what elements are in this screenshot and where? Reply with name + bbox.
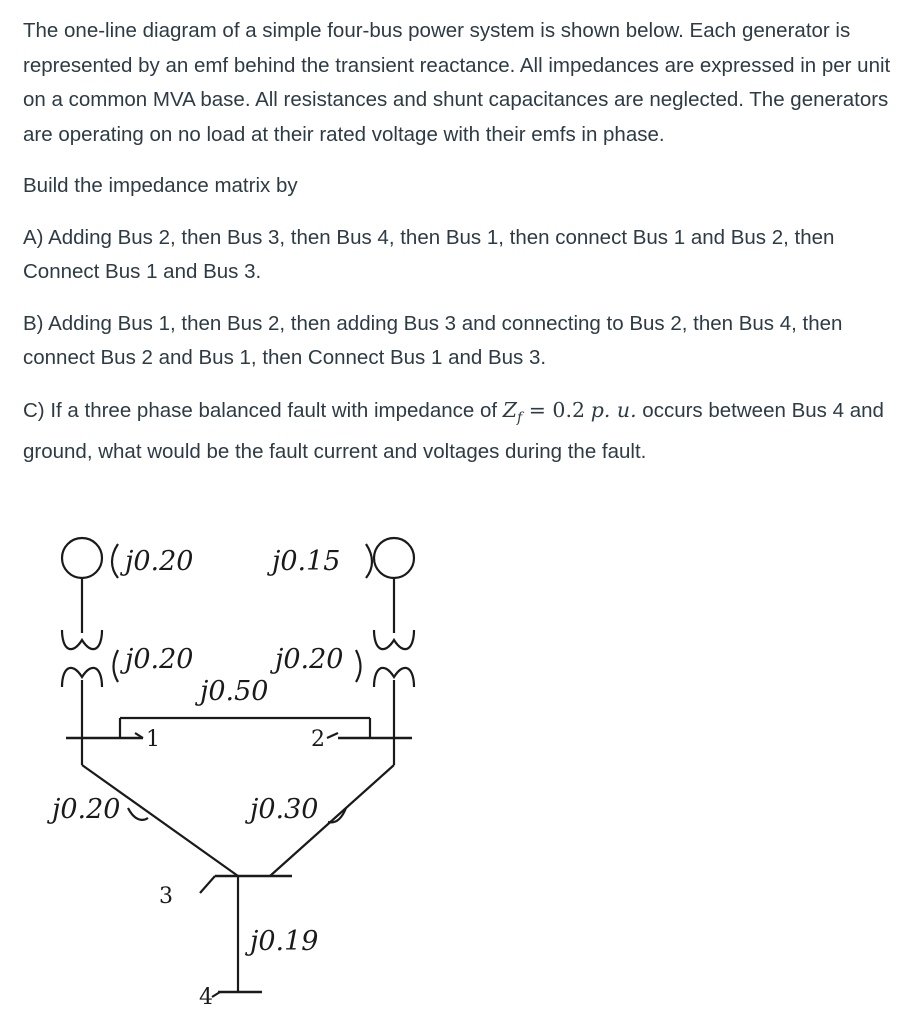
bus-2-label-tick	[327, 733, 338, 738]
line-3-4-reactance-label: j0.19	[250, 926, 319, 957]
line-2-3-reactance-label: j0.30	[250, 794, 319, 825]
bus-4-number: 4	[199, 985, 213, 1010]
fault-impedance-subscript: f	[517, 409, 523, 426]
xfmr2-reactance-label: j0.20	[275, 644, 344, 675]
instruction-paragraph: Build the impedance matrix by	[23, 174, 298, 197]
xfmr2-label-bracket	[356, 650, 361, 682]
line-1-3-reactance-label: j0.20	[52, 794, 121, 825]
part-b-paragraph: B) Adding Bus 1, then Bus 2, then adding Bus 3 and connecting to Bus 2, then Bus 4, then connect Bus 2 and Bus 1, then Connect Bus 1 and Bus 3.	[23, 311, 843, 369]
fault-impedance-unit: p. u.	[590, 397, 637, 422]
fault-impedance-symbol: Z	[502, 397, 518, 422]
bus-1-number: 1	[146, 727, 160, 752]
part-a-paragraph: A) Adding Bus 2, then Bus 3, then Bus 4, then Bus 1, then connect Bus 1 and Bus 2, then Connect Bus 1 and Bus 3.	[23, 225, 835, 283]
gen2-label-bracket	[366, 544, 372, 578]
gen1-reactance-label: j0.20	[125, 546, 194, 577]
generator-1-symbol	[62, 538, 102, 578]
intro-paragraph: The one-line diagram of a simple four-bus power system is shown below. Each generator is represented by an emf behind the transient reactance. All impedances are expressed in per unit on a common MVA base. All resistances and shunt capacitances are neglected. The generators are operating on no load at their rated voltage with their emfs in phase.	[23, 19, 891, 146]
xfmr1-reactance-label: j0.20	[125, 644, 194, 675]
bus-3-number: 3	[159, 884, 173, 909]
fault-impedance-value: 0.2	[552, 397, 586, 422]
part-c-suffix: occurs between Bus 4 and ground, what would be the fault current and voltages during the fault.	[23, 398, 884, 464]
part-c-prefix: C) If a three phase balanced fault with impedance of	[23, 398, 503, 422]
bus-4-label-tick	[212, 992, 220, 997]
xfmr1-label-bracket	[114, 650, 119, 682]
part-c-equals: =	[522, 397, 553, 422]
bus-2-number: 2	[311, 727, 325, 752]
line-1-2-reactance-label: j0.50	[200, 676, 269, 707]
gen2-reactance-label: j0.15	[272, 546, 341, 577]
bus-3-label-tick	[200, 876, 215, 893]
gen1-label-bracket	[112, 544, 118, 578]
generator-2-symbol	[374, 538, 414, 578]
